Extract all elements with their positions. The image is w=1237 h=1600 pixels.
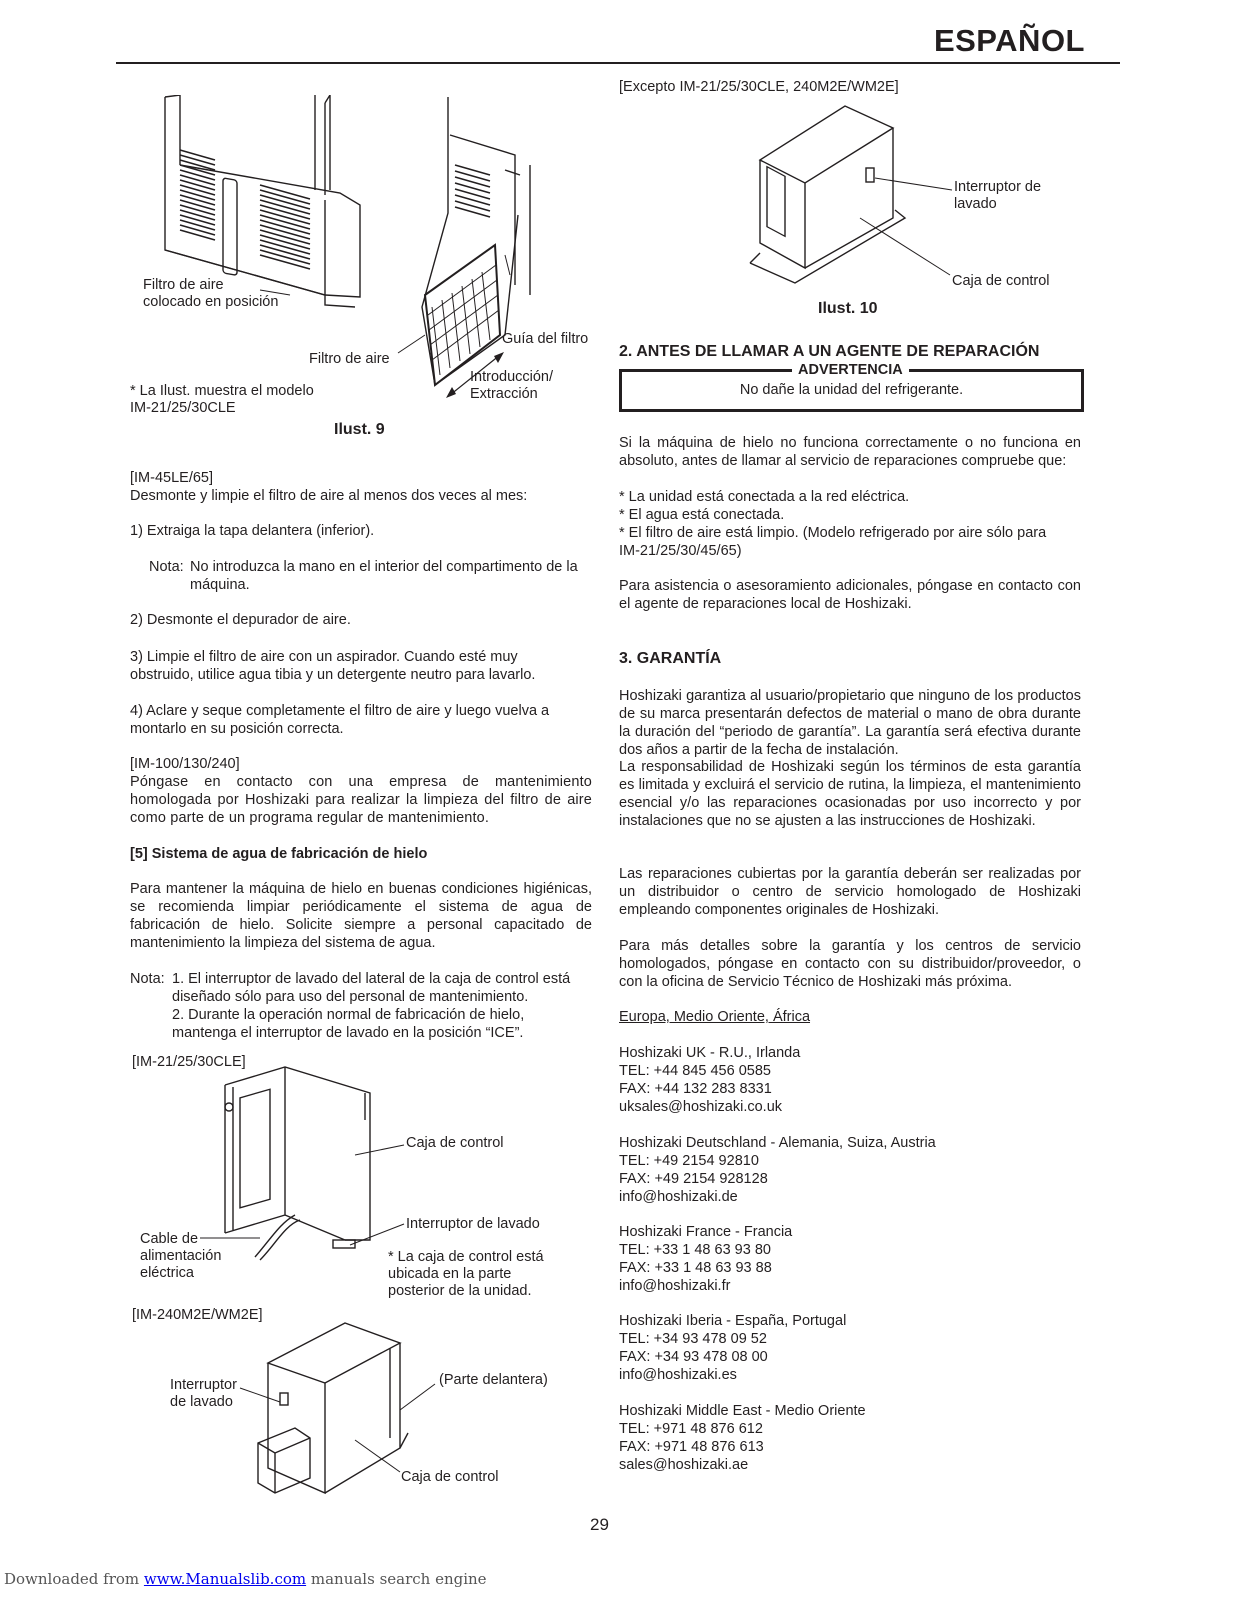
- contact-fax: FAX: +49 2154 928128: [619, 1171, 768, 1187]
- header-rule: [116, 62, 1120, 64]
- region-heading: Europa, Medio Oriente, África: [619, 1009, 811, 1025]
- manualslib-link[interactable]: www.Manualslib.com: [143, 1570, 307, 1588]
- contact-tel: TEL: +49 2154 92810: [619, 1153, 759, 1169]
- fig-240-leaders: [235, 1380, 445, 1480]
- assistance-text: Para asistencia o asesoramiento adicionales, póngase en contacto con el agente de reparaciones local de Hoshizaki.: [619, 578, 1081, 612]
- check-item: * El filtro de aire está limpio. (Modelo refrigerado por aire sólo para IM-21/25/30/45/65): [619, 525, 1047, 559]
- clean-twice-text: Desmonte y limpie el filtro de aire al menos dos veces al mes:: [130, 488, 528, 504]
- page-number: 29: [590, 1515, 609, 1534]
- fig-240-front-label: (Parte delantera): [439, 1372, 548, 1388]
- page-language-title: ESPAÑOL: [933, 23, 1085, 58]
- fig10-control-box-label: Caja de control: [952, 273, 1050, 289]
- notes-label: Nota:: [130, 971, 165, 987]
- contact-fax: FAX: +971 48 876 613: [619, 1439, 764, 1455]
- step-3: 3) Limpie el filtro de aire con un aspirador. Cuando esté muy obstruido, utilice agua tibia y un detergente neutro para lavarlo.: [130, 649, 536, 683]
- check-item: * La unidad está conectada a la red eléctrica.: [619, 489, 910, 505]
- fig9-label-filter-in-place: Filtro de aire colocado en posición: [143, 277, 279, 310]
- note-label: Nota:: [149, 559, 184, 575]
- footer-suffix: manuals search engine: [306, 1570, 487, 1588]
- fig-240-control-box-label: Caja de control: [401, 1469, 499, 1485]
- footer-prefix: Downloaded from: [4, 1570, 144, 1588]
- fig-cle-control-box-label: Caja de control: [406, 1135, 504, 1151]
- fig10-wash-switch-label: Interruptor de lavado: [954, 179, 1042, 212]
- contact-fax: FAX: +34 93 478 08 00: [619, 1349, 768, 1365]
- check-intro: Si la máquina de hielo no funciona correctamente o no funciona en absoluto, antes de llamar al servicio de reparaciones compruebe que:: [619, 435, 1081, 469]
- contact-maintenance-text: Póngase en contacto con una empresa de mantenimiento homologada por Hoshizaki para realizar la limpieza del filtro de aire como parte de un programa regular de mantenimiento.: [130, 774, 592, 826]
- contact-tel: TEL: +33 1 48 63 93 80: [619, 1242, 771, 1258]
- model-240m2e-wm2e: [IM-240M2E/WM2E]: [132, 1307, 263, 1323]
- contact-block-me: [619, 1402, 866, 1474]
- step-4: 4) Aclare y seque completamente el filtro de aire y luego vuelva a montarlo en su posición correcta.: [130, 703, 550, 737]
- section-5-text: Para mantener la máquina de hielo en buenas condiciones higiénicas, se recomienda limpiar periódicamente el sistema de agua de fabricación de hielo. Solicite siempre a personal capacitado de mantenimiento la limpieza del sistema de agua.: [130, 881, 592, 951]
- fig-cle-wash-switch-label: Interruptor de lavado: [406, 1216, 540, 1232]
- note-1: 1. El interruptor de lavado del lateral de la caja de control está diseñado sólo para uso del personal de mantenimiento.: [172, 971, 571, 1005]
- contact-tel: TEL: +971 48 876 612: [619, 1421, 763, 1437]
- fig9-label-insert-extract: Introducción/ Extracción: [470, 369, 554, 402]
- contact-tel: TEL: +34 93 478 09 52: [619, 1331, 767, 1347]
- fig-cle-leaders: [200, 1140, 410, 1250]
- section-5-title: [5] Sistema de agua de fabricación de hielo: [130, 846, 428, 862]
- warning-title: ADVERTENCIA: [792, 362, 909, 378]
- section-2-title: 2. ANTES DE LLAMAR A UN AGENTE DE REPARACIÓN: [619, 343, 1040, 360]
- fig-cle-location-note: * La caja de control está ubicada en la parte posterior de la unidad.: [388, 1249, 544, 1299]
- fig9-caption: Ilust. 9: [334, 421, 385, 438]
- warranty-paragraph-1: Hoshizaki garantiza al usuario/propietario que ninguno de los productos de su marca presentarán defectos de material o mano de obra durante la duración del “periodo de garantía”. La garantía será efectiva durante dos años a partir de la fecha de instalación.: [619, 688, 1081, 758]
- warning-text: No dañe la unidad del refrigerante.: [739, 382, 964, 398]
- except-models: [Excepto IM-21/25/30CLE, 240M2E/WM2E]: [619, 79, 899, 95]
- fig-240-wash-switch-label: Interruptor de lavado: [170, 1377, 237, 1410]
- note-2: 2. Durante la operación normal de fabricación de hielo, mantenga el interruptor de lavado en la posición “ICE”.: [172, 1007, 525, 1041]
- contact-name: Hoshizaki France - Francia: [619, 1224, 793, 1240]
- contact-name: Hoshizaki Iberia - España, Portugal: [619, 1313, 847, 1329]
- contact-block-uk: [619, 1044, 800, 1116]
- contact-email: info@hoshizaki.es: [619, 1367, 737, 1383]
- fig10-caption: Ilust. 10: [818, 300, 878, 317]
- contact-email: uksales@hoshizaki.co.uk: [619, 1099, 783, 1115]
- fig9-label-filter-guide: Guía del filtro: [502, 331, 589, 347]
- contact-email: info@hoshizaki.de: [619, 1189, 738, 1205]
- contact-block-fr: [619, 1223, 792, 1295]
- contact-tel: TEL: +44 845 456 0585: [619, 1063, 771, 1079]
- contact-email: info@hoshizaki.fr: [619, 1278, 731, 1294]
- contact-block-de: [619, 1134, 936, 1206]
- section-3-title: 3. GARANTÍA: [619, 650, 722, 667]
- fig9-label-air-filter: Filtro de aire: [309, 351, 390, 367]
- contact-name: Hoshizaki Middle East - Medio Oriente: [619, 1403, 866, 1419]
- download-footer: [4, 1570, 487, 1588]
- check-item: * El agua está conectada.: [619, 507, 785, 523]
- contact-name: Hoshizaki Deutschland - Alemania, Suiza, Austria: [619, 1135, 936, 1151]
- contact-block-es: [619, 1312, 846, 1384]
- contact-fax: FAX: +33 1 48 63 93 88: [619, 1260, 772, 1276]
- fig9-model-note: * La Ilust. muestra el modelo IM-21/25/30CLE: [130, 383, 314, 416]
- contact-fax: FAX: +44 132 283 8331: [619, 1081, 772, 1097]
- contact-email: sales@hoshizaki.ae: [619, 1457, 749, 1473]
- note-text: No introduzca la mano en el interior del compartimento de la máquina.: [190, 559, 578, 593]
- warranty-paragraph-3: Las reparaciones cubiertas por la garantía deberán ser realizadas por un distribuidor o centro de servicio homologado de Hoshizaki empleando componentes originales de Hoshizaki.: [619, 866, 1081, 918]
- contact-name: Hoshizaki UK - R.U., Irlanda: [619, 1045, 801, 1061]
- model-21-25-30cle: [IM-21/25/30CLE]: [132, 1054, 246, 1070]
- fig10-leaders: [855, 170, 955, 280]
- fig-cle-power-cable-label: Cable de alimentación eléctrica: [140, 1231, 222, 1281]
- step-1: 1) Extraiga la tapa delantera (inferior).: [130, 523, 375, 539]
- step-2: 2) Desmonte el depurador de aire.: [130, 612, 351, 628]
- warranty-paragraph-2: La responsabilidad de Hoshizaki según los términos de esta garantía es limitada y excluirá el servicio de rutina, la limpieza, el mantenimiento esencial y/o las reparaciones ocasionadas por uso incorrecto y por instalaciones que no se ajusten a las instrucciones de Hoshizaki.: [619, 759, 1081, 829]
- model-45le-65: [IM-45LE/65]: [130, 470, 214, 486]
- warranty-paragraph-4: Para más detalles sobre la garantía y los centros de servicio homologados, póngase en contacto con su distribuidor/proveedor, o con la oficina de Servicio Técnico de Hoshizaki más próxima.: [619, 938, 1081, 990]
- model-100-130-240: [IM-100/130/240]: [130, 756, 240, 772]
